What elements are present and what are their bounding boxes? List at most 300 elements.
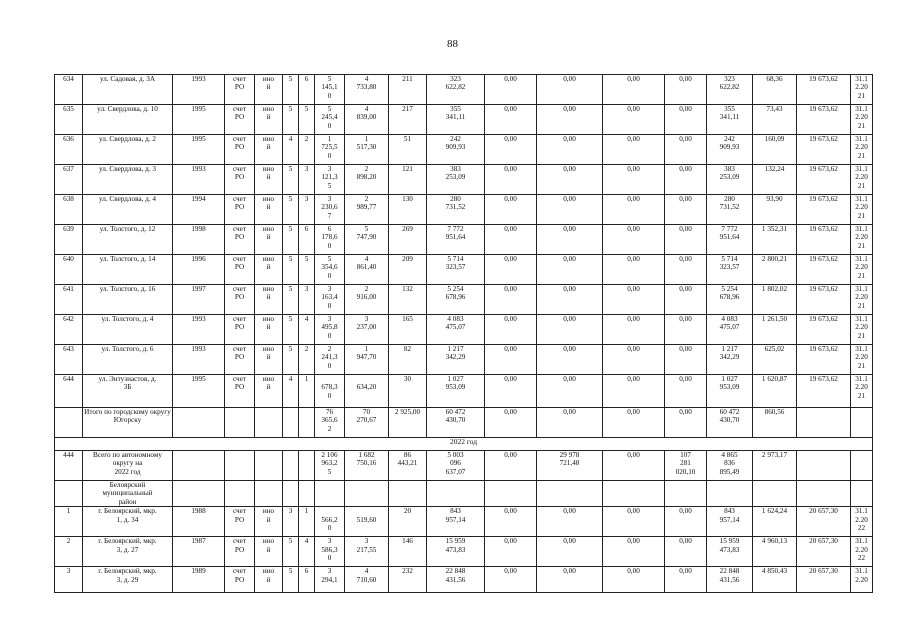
cell-max-cost — [797, 408, 851, 438]
cell-fund-method: счет РО — [225, 135, 255, 165]
cell-fund-owners: 0,00 — [665, 567, 707, 593]
cell-owner-type: ино й — [255, 285, 283, 315]
cell-fund-owners: 0,00 — [665, 345, 707, 375]
cell-residents: 51 — [389, 135, 427, 165]
cell-entrances: 1 — [299, 507, 315, 537]
cell-owner-type — [255, 451, 283, 481]
cell-max-cost: 20 657,30 — [797, 507, 851, 537]
cell-max-cost: 19 673,62 — [797, 255, 851, 285]
cell-total-area: 76 365,6 2 — [315, 408, 345, 438]
cell-floors: 5 — [283, 225, 299, 255]
cell-fund-regional: 0,00 — [537, 408, 603, 438]
cell-total-cost: 15 959 473,83 — [427, 537, 485, 567]
cell-fund-owners: 0,00 — [665, 537, 707, 567]
cell-total-area: 3 294,1 — [315, 567, 345, 593]
cell-address: ул. Свердлова, д. 2 — [83, 135, 173, 165]
cell-fund-regional: 0,00 — [537, 225, 603, 255]
cell-entrances: 5 — [299, 255, 315, 285]
cell-address: ул. Энтузиастов, д. 3Б — [83, 375, 173, 408]
cell-total-cost: 22 848 431,56 — [427, 567, 485, 593]
cell-deadline: 31.1 2.20 22 — [851, 507, 873, 537]
cell-fund-regional: 0,00 — [537, 315, 603, 345]
cell-fund-method: счет РО — [225, 195, 255, 225]
cell-address: г. Белоярский, мкр. 1, д. 34 — [83, 507, 173, 537]
cell-fund-local: 0,00 — [603, 537, 665, 567]
cell-fund-regional: 0,00 — [537, 537, 603, 567]
cell-entrances — [299, 408, 315, 438]
cell-row-number: 2 — [55, 537, 83, 567]
cell-entrances: 3 — [299, 285, 315, 315]
cell-fund-owners: 0,00 — [665, 165, 707, 195]
cell-build-year: 1996 — [173, 255, 225, 285]
cell-floors: 3 — [283, 507, 299, 537]
table-row — [55, 165, 873, 195]
cell-max-cost: 19 673,62 — [797, 105, 851, 135]
cell-build-year: 1993 — [173, 75, 225, 105]
cell-entrances: 2 — [299, 135, 315, 165]
cell-address: ул. Толстого, д. 12 — [83, 225, 173, 255]
cell-owner-funds: 4 865 836 895,49 — [707, 451, 753, 481]
cell-owner-type: ино й — [255, 165, 283, 195]
cell-total-area: 5 245,4 0 — [315, 105, 345, 135]
cell-address: ул. Толстого, д. 16 — [83, 285, 173, 315]
cell-fund-local: 0,00 — [603, 408, 665, 438]
cell-unit-cost: 1 624,24 — [753, 507, 797, 537]
cell-residents: 2 925,00 — [389, 408, 427, 438]
cell-address: г. Белоярский, мкр. 3, д. 29 — [83, 567, 173, 593]
cell-living-area: 2 989,77 — [345, 195, 389, 225]
page-number: 88 — [447, 38, 458, 50]
cell-fund-method: счет РО — [225, 255, 255, 285]
cell-fund-owners: 0,00 — [665, 225, 707, 255]
cell-unit-cost: 4 960,13 — [753, 537, 797, 567]
cell-fund-owners: 107 281 020,10 — [665, 451, 707, 481]
cell-entrances: 3 — [299, 165, 315, 195]
cell-unit-cost: 2 973,17 — [753, 451, 797, 481]
cell-owner-funds: 383 253,09 — [707, 165, 753, 195]
cell-unit-cost — [753, 481, 797, 507]
cell-fund-method: счет РО — [225, 105, 255, 135]
cell-living-area: 5 747,90 — [345, 225, 389, 255]
cell-max-cost: 19 673,62 — [797, 285, 851, 315]
cell-fund-federal: 0,00 — [485, 375, 537, 408]
cell-fund-owners: 0,00 — [665, 255, 707, 285]
cell-address: ул. Толстого, д. 6 — [83, 345, 173, 375]
cell-deadline: 31.1 2.20 21 — [851, 345, 873, 375]
cell-fund-local: 0,00 — [603, 75, 665, 105]
cell-owner-type: ино й — [255, 135, 283, 165]
cell-fund-owners: 0,00 — [665, 285, 707, 315]
cell-fund-local: 0,00 — [603, 165, 665, 195]
cell-living-area: 70 270,67 — [345, 408, 389, 438]
cell-total-area: 3 121,3 5 — [315, 165, 345, 195]
table-row — [55, 75, 873, 105]
cell-build-year: 1993 — [173, 315, 225, 345]
cell-fund-federal: 0,00 — [485, 345, 537, 375]
cell-floors: 5 — [283, 75, 299, 105]
cell-row-number: 641 — [55, 285, 83, 315]
cell-fund-federal: 0,00 — [485, 285, 537, 315]
cell-total-cost: 383 253,09 — [427, 165, 485, 195]
cell-row-number: 644 — [55, 375, 83, 408]
table-row — [55, 375, 873, 408]
table-row — [55, 315, 873, 345]
cell-total-cost: 323 622,82 — [427, 75, 485, 105]
cell-entrances: 4 — [299, 537, 315, 567]
cell-owner-funds: 4 083 475,07 — [707, 315, 753, 345]
cell-fund-method: счет РО — [225, 375, 255, 408]
table-row — [55, 481, 873, 507]
cell-residents: 217 — [389, 105, 427, 135]
cell-fund-regional: 0,00 — [537, 375, 603, 408]
cell-fund-owners: 0,00 — [665, 135, 707, 165]
cell-total-area: 3 163,4 0 — [315, 285, 345, 315]
cell-fund-owners: 0,00 — [665, 408, 707, 438]
cell-living-area: 1 682 750,16 — [345, 451, 389, 481]
cell-fund-local: 0,00 — [603, 451, 665, 481]
cell-build-year: 1987 — [173, 537, 225, 567]
cell-deadline: 31.1 2.20 21 — [851, 165, 873, 195]
cell-fund-federal: 0,00 — [485, 225, 537, 255]
cell-floors: 5 — [283, 195, 299, 225]
cell-fund-local: 0,00 — [603, 135, 665, 165]
cell-unit-cost: 68,36 — [753, 75, 797, 105]
cell-entrances: 1 — [299, 375, 315, 408]
cell-total-area: 566,2 0 — [315, 507, 345, 537]
cell-fund-regional: 0,00 — [537, 255, 603, 285]
cell-total-area: 6 178,6 0 — [315, 225, 345, 255]
cell-unit-cost: 1 802,02 — [753, 285, 797, 315]
cell-residents: 269 — [389, 225, 427, 255]
cell-entrances: 6 — [299, 75, 315, 105]
cell-build-year: 1994 — [173, 195, 225, 225]
cell-residents: 232 — [389, 567, 427, 593]
cell-unit-cost: 132,24 — [753, 165, 797, 195]
cell-owner-funds: 1 027 953,09 — [707, 375, 753, 408]
cell-deadline: 31.1 2.20 21 — [851, 75, 873, 105]
cell-unit-cost: 4 850,43 — [753, 567, 797, 593]
cell-deadline: 31.1 2.20 21 — [851, 135, 873, 165]
table-row — [55, 225, 873, 255]
cell-living-area: 4 839,00 — [345, 105, 389, 135]
cell-living-area: 4 733,80 — [345, 75, 389, 105]
cell-fund-federal: 0,00 — [485, 75, 537, 105]
cell-owner-funds: 5 714 323,57 — [707, 255, 753, 285]
register-table — [54, 74, 873, 593]
cell-fund-method: счет РО — [225, 345, 255, 375]
cell-entrances: 2 — [299, 345, 315, 375]
cell-fund-local — [603, 481, 665, 507]
cell-fund-regional: 0,00 — [537, 165, 603, 195]
cell-residents: 165 — [389, 315, 427, 345]
cell-residents: 211 — [389, 75, 427, 105]
cell-row-number: 642 — [55, 315, 83, 345]
cell-row-number: 638 — [55, 195, 83, 225]
cell-entrances: 5 — [299, 105, 315, 135]
cell-deadline: 31.1 2.20 21 — [851, 315, 873, 345]
cell-fund-local: 0,00 — [603, 285, 665, 315]
cell-address: ул. Свердлова, д. 10 — [83, 105, 173, 135]
cell-floors: 5 — [283, 165, 299, 195]
cell-fund-local: 0,00 — [603, 507, 665, 537]
cell-fund-owners: 0,00 — [665, 375, 707, 408]
cell-residents: 130 — [389, 195, 427, 225]
cell-total-cost: 4 083 475,07 — [427, 315, 485, 345]
cell-fund-federal — [485, 481, 537, 507]
cell-entrances: 3 — [299, 195, 315, 225]
cell-owner-funds: 355 341,11 — [707, 105, 753, 135]
cell-owner-type — [255, 481, 283, 507]
table-row — [55, 567, 873, 593]
cell-residents — [389, 481, 427, 507]
table-row — [55, 255, 873, 285]
cell-owner-type: ино й — [255, 75, 283, 105]
cell-address: ул. Толстого, д. 14 — [83, 255, 173, 285]
cell-fund-owners: 0,00 — [665, 75, 707, 105]
table-row — [55, 345, 873, 375]
cell-floors — [283, 451, 299, 481]
cell-total-area: 5 354,6 0 — [315, 255, 345, 285]
cell-row-number: 1 — [55, 507, 83, 537]
cell-max-cost: 19 673,62 — [797, 315, 851, 345]
cell-fund-method: счет РО — [225, 165, 255, 195]
cell-living-area: 2 898,20 — [345, 165, 389, 195]
cell-total-cost: 7 772 951,64 — [427, 225, 485, 255]
cell-max-cost: 19 673,62 — [797, 375, 851, 408]
cell-total-cost: 5 714 323,57 — [427, 255, 485, 285]
cell-residents: 146 — [389, 537, 427, 567]
cell-deadline — [851, 451, 873, 481]
cell-row-number: 634 — [55, 75, 83, 105]
cell-fund-owners: 0,00 — [665, 195, 707, 225]
cell-floors: 4 — [283, 135, 299, 165]
cell-owner-funds: 323 622,82 — [707, 75, 753, 105]
cell-owner-funds: 280 731,52 — [707, 195, 753, 225]
cell-total-area: 2 241,3 0 — [315, 345, 345, 375]
cell-address: ул. Свердлова, д. 3 — [83, 165, 173, 195]
cell-deadline: 31.1 2.20 21 — [851, 375, 873, 408]
cell-fund-regional: 29 978 721,48 — [537, 451, 603, 481]
cell-row-number: 639 — [55, 225, 83, 255]
cell-fund-regional: 0,00 — [537, 75, 603, 105]
cell-floors: 5 — [283, 255, 299, 285]
cell-living-area: 2 916,00 — [345, 285, 389, 315]
cell-deadline: 31.1 2.20 21 — [851, 105, 873, 135]
cell-fund-method: счет РО — [225, 315, 255, 345]
table-row — [55, 451, 873, 481]
cell-owner-type: ино й — [255, 225, 283, 255]
cell-owner-funds: 1 217 342,29 — [707, 345, 753, 375]
cell-max-cost: 19 673,62 — [797, 225, 851, 255]
cell-fund-owners: 0,00 — [665, 105, 707, 135]
cell-max-cost: 20 657,30 — [797, 567, 851, 593]
cell-fund-local: 0,00 — [603, 255, 665, 285]
cell-address: Всего по автономному округу на 2022 год — [83, 451, 173, 481]
cell-max-cost: 20 657,30 — [797, 537, 851, 567]
cell-fund-regional: 0,00 — [537, 345, 603, 375]
cell-unit-cost: 1 620,87 — [753, 375, 797, 408]
cell-build-year: 1993 — [173, 165, 225, 195]
cell-fund-local: 0,00 — [603, 225, 665, 255]
cell-floors: 4 — [283, 375, 299, 408]
cell-unit-cost: 1 352,31 — [753, 225, 797, 255]
cell-total-area — [315, 481, 345, 507]
cell-fund-local: 0,00 — [603, 315, 665, 345]
cell-fund-local: 0,00 — [603, 375, 665, 408]
cell-build-year: 1998 — [173, 225, 225, 255]
cell-owner-funds: 242 909,93 — [707, 135, 753, 165]
table-row — [55, 135, 873, 165]
cell-deadline — [851, 481, 873, 507]
cell-address: Итого по городскому округу Югорску — [83, 408, 173, 438]
cell-total-area: 678,3 0 — [315, 375, 345, 408]
cell-build-year: 1995 — [173, 375, 225, 408]
cell-fund-federal: 0,00 — [485, 567, 537, 593]
cell-row-number: 640 — [55, 255, 83, 285]
cell-total-area: 5 145,1 0 — [315, 75, 345, 105]
cell-owner-funds: 22 848 431,56 — [707, 567, 753, 593]
cell-max-cost — [797, 481, 851, 507]
cell-total-area: 3 586,3 0 — [315, 537, 345, 567]
cell-residents: 86 443,21 — [389, 451, 427, 481]
cell-owner-type: ино й — [255, 315, 283, 345]
cell-residents: 82 — [389, 345, 427, 375]
cell-entrances — [299, 451, 315, 481]
cell-fund-local: 0,00 — [603, 345, 665, 375]
cell-fund-federal: 0,00 — [485, 537, 537, 567]
table-row — [55, 105, 873, 135]
cell-build-year — [173, 408, 225, 438]
cell-build-year: 1995 — [173, 135, 225, 165]
cell-total-cost: 1 217 342,29 — [427, 345, 485, 375]
cell-fund-federal: 0,00 — [485, 105, 537, 135]
cell-floors: 5 — [283, 105, 299, 135]
cell-owner-type: ино й — [255, 375, 283, 408]
cell-total-cost: 5 003 096 637,07 — [427, 451, 485, 481]
cell-living-area: 4 710,60 — [345, 567, 389, 593]
cell-fund-method: счет РО — [225, 225, 255, 255]
cell-entrances — [299, 481, 315, 507]
cell-deadline: 31.1 2.20 22 — [851, 537, 873, 567]
cell-row-number — [55, 481, 83, 507]
cell-fund-regional: 0,00 — [537, 195, 603, 225]
table-row — [55, 537, 873, 567]
cell-build-year: 1995 — [173, 105, 225, 135]
cell-address: ул. Садовая, д. 3А — [83, 75, 173, 105]
cell-owner-funds: 7 772 951,64 — [707, 225, 753, 255]
cell-owner-type — [255, 408, 283, 438]
cell-fund-federal: 0,00 — [485, 408, 537, 438]
cell-floors — [283, 481, 299, 507]
cell-row-number: 637 — [55, 165, 83, 195]
cell-owner-type: ино й — [255, 105, 283, 135]
cell-fund-federal: 0,00 — [485, 255, 537, 285]
cell-floors: 5 — [283, 345, 299, 375]
cell-owner-type: ино й — [255, 255, 283, 285]
cell-fund-federal: 0,00 — [485, 135, 537, 165]
cell-residents: 132 — [389, 285, 427, 315]
cell-total-cost: 5 254 678,96 — [427, 285, 485, 315]
cell-max-cost: 19 673,62 — [797, 135, 851, 165]
cell-fund-owners — [665, 481, 707, 507]
cell-total-cost: 1 027 953,09 — [427, 375, 485, 408]
cell-fund-method: счет РО — [225, 537, 255, 567]
cell-fund-regional: 0,00 — [537, 105, 603, 135]
cell-total-cost: 355 341,11 — [427, 105, 485, 135]
cell-entrances: 6 — [299, 567, 315, 593]
cell-fund-owners: 0,00 — [665, 507, 707, 537]
cell-row-number: 643 — [55, 345, 83, 375]
cell-owner-type: ино й — [255, 567, 283, 593]
cell-unit-cost: 625,02 — [753, 345, 797, 375]
cell-total-cost: 242 909,93 — [427, 135, 485, 165]
cell-max-cost: 19 673,62 — [797, 195, 851, 225]
cell-deadline: 31.1 2.20 — [851, 567, 873, 593]
cell-row-number: 3 — [55, 567, 83, 593]
cell-max-cost: 19 673,62 — [797, 345, 851, 375]
cell-max-cost: 19 673,62 — [797, 165, 851, 195]
cell-floors: 5 — [283, 567, 299, 593]
cell-deadline: 31.1 2.20 21 — [851, 285, 873, 315]
cell-fund-regional — [537, 481, 603, 507]
cell-residents: 20 — [389, 507, 427, 537]
cell-total-area: 3 495,8 0 — [315, 315, 345, 345]
cell-living-area: 634,20 — [345, 375, 389, 408]
cell-fund-method: счет РО — [225, 567, 255, 593]
cell-fund-regional: 0,00 — [537, 567, 603, 593]
cell-owner-type: ино й — [255, 195, 283, 225]
cell-fund-federal: 0,00 — [485, 195, 537, 225]
cell-build-year — [173, 481, 225, 507]
cell-floors: 5 — [283, 537, 299, 567]
cell-fund-method: счет РО — [225, 75, 255, 105]
cell-owner-funds: 60 472 430,70 — [707, 408, 753, 438]
table-row — [55, 408, 873, 438]
cell-total-area: 3 230,6 7 — [315, 195, 345, 225]
year-row — [55, 438, 873, 451]
cell-row-number: 444 — [55, 451, 83, 481]
cell-build-year: 1997 — [173, 285, 225, 315]
cell-fund-method — [225, 451, 255, 481]
cell-unit-cost: 1 261,50 — [753, 315, 797, 345]
cell-build-year: 1988 — [173, 507, 225, 537]
cell-fund-method — [225, 481, 255, 507]
cell-fund-local: 0,00 — [603, 195, 665, 225]
cell-row-number: 635 — [55, 105, 83, 135]
cell-deadline: 31.1 2.20 21 — [851, 255, 873, 285]
cell-living-area: 519,60 — [345, 507, 389, 537]
cell-unit-cost: 73,43 — [753, 105, 797, 135]
cell-residents: 209 — [389, 255, 427, 285]
cell-address: ул. Свердлова, д. 4 — [83, 195, 173, 225]
cell-fund-federal: 0,00 — [485, 165, 537, 195]
cell-residents: 30 — [389, 375, 427, 408]
cell-entrances: 4 — [299, 315, 315, 345]
cell-fund-regional: 0,00 — [537, 285, 603, 315]
cell-deadline: 31.1 2.20 21 — [851, 195, 873, 225]
year-label: 2022 год — [55, 438, 873, 451]
cell-total-cost: 60 472 430,70 — [427, 408, 485, 438]
cell-row-number — [55, 408, 83, 438]
cell-owner-funds: 843 957,14 — [707, 507, 753, 537]
cell-fund-method: счет РО — [225, 507, 255, 537]
cell-address: ул. Толстого, д. 4 — [83, 315, 173, 345]
cell-fund-method — [225, 408, 255, 438]
cell-owner-funds: 15 959 473,83 — [707, 537, 753, 567]
cell-entrances: 6 — [299, 225, 315, 255]
cell-total-cost: 843 957,14 — [427, 507, 485, 537]
cell-fund-local: 0,00 — [603, 567, 665, 593]
